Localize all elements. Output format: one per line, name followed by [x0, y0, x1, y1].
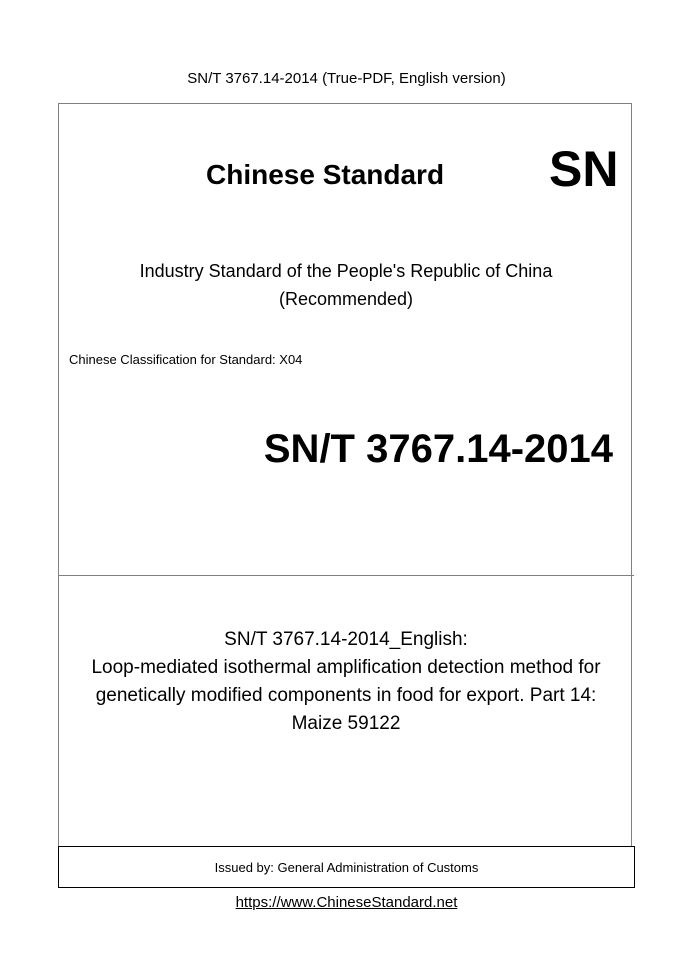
issued-by-text: Issued by: General Administration of Customs [214, 859, 479, 875]
document-description [58, 626, 634, 738]
website-footer [0, 893, 693, 913]
classification-label: Chinese Classification for Standard: X04 [69, 352, 303, 367]
description-line-4: Maize 59122 [291, 713, 401, 734]
industry-line-1: Industry Standard of the People's Republic of China [139, 261, 553, 281]
description-line-3: genetically modified components in food for export. Part 14: [95, 685, 597, 706]
brand-title: Chinese Standard [206, 159, 445, 190]
issued-by-box [58, 846, 635, 888]
document-caption: SN/T 3767.14-2014 (True-PDF, English version) [187, 70, 506, 87]
industry-standard-heading [58, 257, 634, 313]
description-line-1: SN/T 3767.14-2014_English: [224, 629, 468, 650]
brand-code: SN [549, 141, 619, 197]
website-link[interactable]: https://www.ChineseStandard.net [235, 894, 458, 911]
industry-line-2: (Recommended) [278, 289, 414, 309]
standard-number: SN/T 3767.14-2014 [263, 427, 613, 471]
description-line-2: Loop-mediated isothermal amplification detection method for [91, 657, 601, 678]
cover-divider [58, 575, 634, 576]
